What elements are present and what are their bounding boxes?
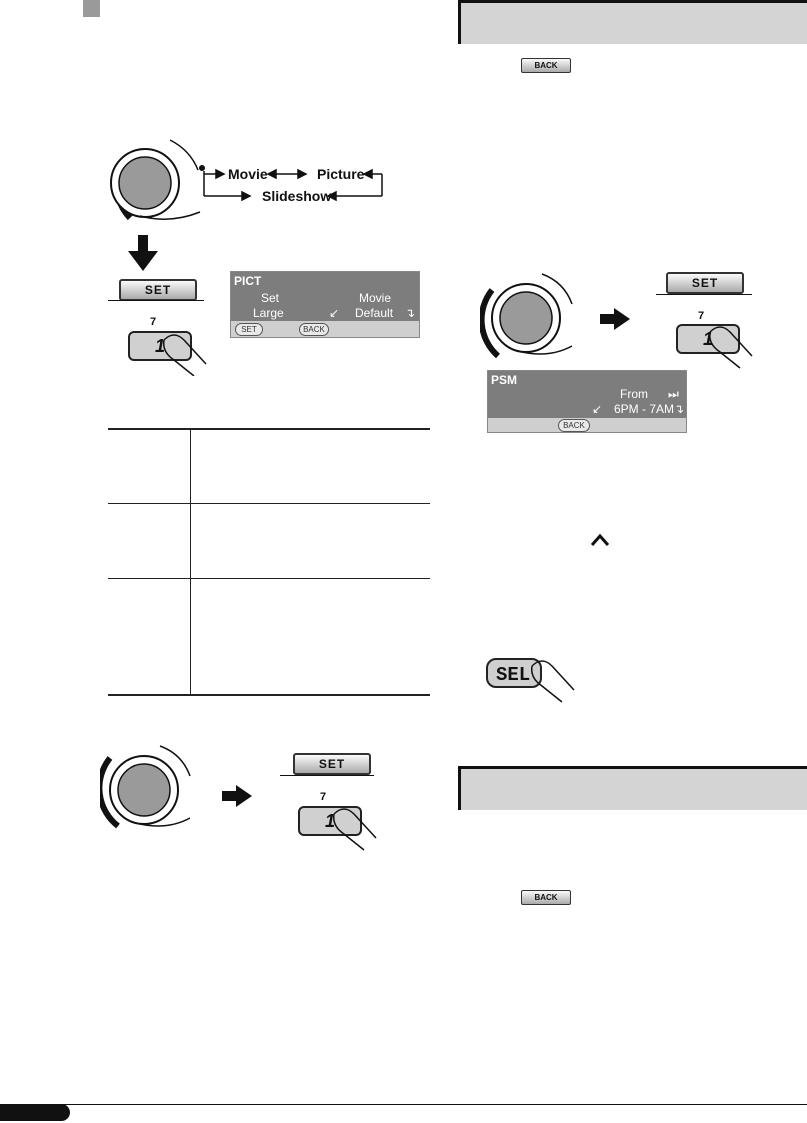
dial-cycle-diagram	[100, 128, 400, 238]
fast-forward-icon: ⏭	[668, 387, 679, 401]
sel-button[interactable]: SEL	[486, 658, 542, 688]
set-divider-3	[656, 294, 752, 295]
finger-press-icon-3	[706, 318, 756, 370]
cycle-label-movie: Movie	[228, 166, 268, 182]
psm-footer	[488, 418, 686, 432]
psm-display-panel	[487, 370, 687, 433]
down-turn-arrow-icon: ↴	[405, 306, 416, 320]
finger-press-icon	[160, 326, 210, 376]
control-dial-icon-2	[100, 738, 210, 838]
set-button-2[interactable]: SET	[293, 753, 371, 775]
back-button-2[interactable]: BACK	[521, 890, 571, 905]
finger-press-icon-2	[330, 800, 380, 852]
pict-display-panel	[230, 271, 420, 338]
pict-footer	[231, 321, 419, 337]
section-heading-bar	[458, 0, 807, 44]
preset-key-1[interactable]: 1	[128, 331, 192, 361]
down-turn-arrow-icon-2: ↴	[674, 402, 685, 416]
control-dial-icon	[111, 140, 205, 219]
pict-row1-right: Movie	[359, 291, 392, 305]
set-divider	[108, 300, 204, 301]
right-arrow-icon	[222, 785, 252, 807]
back-button[interactable]: BACK	[521, 58, 571, 73]
return-arrow-icon: ↙	[329, 306, 340, 320]
control-dial-icon-3	[480, 268, 590, 368]
caret-up-icon	[590, 533, 610, 547]
psm-foot-back[interactable]: BACK	[558, 419, 590, 432]
pict-foot-back[interactable]: BACK	[299, 323, 329, 336]
preset-number: 7	[150, 316, 157, 328]
pict-title: PICT	[234, 274, 262, 288]
pict-row2-left: Large	[253, 306, 284, 320]
footer-rule	[0, 1104, 807, 1105]
psm-row2-right: 6PM - 7AM	[614, 402, 675, 416]
set-button-3[interactable]: SET	[666, 272, 744, 294]
pict-row1-left: Set	[261, 291, 280, 305]
down-arrow-icon	[128, 235, 158, 271]
psm-row1-right: From	[620, 387, 648, 401]
psm-title: PSM	[491, 373, 518, 387]
right-arrow-icon-2	[600, 308, 630, 330]
preset-number-2: 7	[320, 791, 327, 803]
preset-key-1-3[interactable]: 1	[676, 324, 740, 354]
return-arrow-icon-2: ↙	[592, 402, 603, 416]
finger-press-icon-4	[528, 652, 576, 704]
section-marker	[83, 0, 100, 17]
preset-key-1-2[interactable]: 1	[298, 806, 362, 836]
page-number-tab	[0, 1104, 70, 1121]
pict-foot-set[interactable]: SET	[235, 323, 263, 336]
cycle-label-picture: Picture	[317, 166, 365, 182]
cycle-label-slideshow: Slideshow	[262, 188, 332, 204]
settings-table	[108, 428, 430, 696]
set-button[interactable]: SET	[119, 279, 197, 301]
set-divider-2	[280, 775, 374, 776]
pict-row2-right: Default	[355, 306, 394, 320]
section-heading-bar-2	[458, 766, 807, 810]
preset-number-3: 7	[698, 310, 705, 322]
